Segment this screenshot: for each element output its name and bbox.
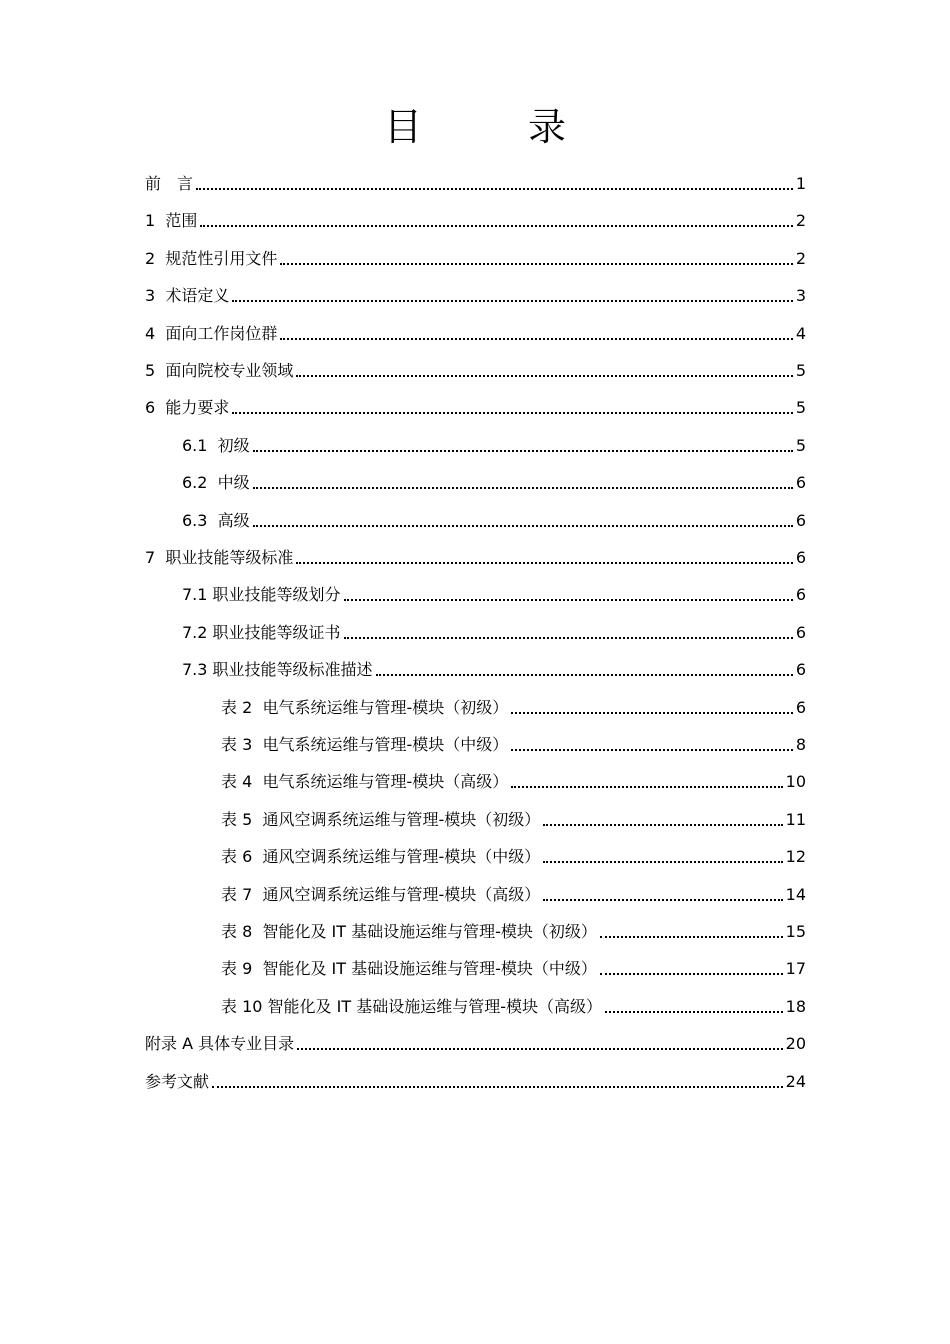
toc-entry[interactable]	[182, 652, 806, 686]
dot-leader	[543, 899, 782, 901]
toc-entry-label: 5 面向院校专业领域	[145, 361, 294, 380]
dot-leader	[296, 375, 792, 377]
dot-leader	[511, 786, 782, 788]
toc-entry[interactable]	[221, 802, 806, 836]
dot-leader	[280, 263, 792, 265]
toc-entry[interactable]	[221, 989, 806, 1023]
toc-entry[interactable]	[182, 428, 806, 462]
dot-leader	[344, 637, 793, 639]
toc-entry[interactable]	[145, 1064, 806, 1098]
toc-entry-page-number: 2	[795, 211, 806, 231]
toc-entry-label: 6 能力要求	[145, 398, 230, 418]
toc-entry-label: 表 9 智能化及 IT 基础设施运维与管理-模块（中级）	[221, 959, 597, 979]
dot-leader	[196, 188, 793, 190]
toc-entry-label: 表 8 智能化及 IT 基础设施运维与管理-模块（初级）	[221, 922, 597, 941]
toc-entry[interactable]	[182, 465, 806, 499]
dot-leader	[600, 936, 783, 938]
toc-entry[interactable]	[182, 503, 806, 537]
toc-entry-page-number: 24	[785, 1071, 806, 1091]
toc-entry-label: 前 言	[145, 174, 194, 193]
toc-entry-page-number: 6	[795, 510, 806, 530]
toc-entry-label: 6.3 高级	[182, 510, 250, 530]
toc-entry[interactable]	[145, 203, 806, 237]
toc-entry-page-number: 14	[785, 884, 806, 904]
toc-entry-page-number: 4	[795, 323, 806, 343]
toc-entry-page-number: 5	[795, 361, 806, 380]
dot-leader	[253, 525, 793, 527]
toc-entry-label: 表 6 通风空调系统运维与管理-模块（中级）	[221, 847, 541, 867]
dot-leader	[376, 674, 793, 676]
toc-entry[interactable]	[221, 951, 806, 985]
toc-entry-page-number: 6	[795, 473, 806, 493]
toc-entry-page-number: 11	[785, 809, 806, 829]
toc-entry-label: 7.1 职业技能等级划分	[182, 585, 341, 605]
toc-entry[interactable]	[145, 278, 806, 312]
dot-leader	[296, 562, 792, 564]
dot-leader	[543, 824, 782, 826]
dot-leader	[511, 712, 793, 714]
dot-leader	[232, 300, 792, 302]
dot-leader	[253, 450, 793, 452]
toc-entry-label: 表 5 通风空调系统运维与管理-模块（初级）	[221, 809, 541, 829]
toc-entry[interactable]	[145, 353, 806, 387]
dot-leader	[600, 973, 783, 975]
toc-entry-page-number: 15	[785, 922, 806, 941]
dot-leader	[543, 861, 782, 863]
toc-entry-page-number: 12	[785, 847, 806, 867]
dot-leader	[200, 225, 792, 227]
dot-leader	[253, 487, 793, 489]
toc-entry-label: 表 3 电气系统运维与管理-模块（中级）	[221, 735, 509, 754]
toc-entry-page-number: 2	[795, 248, 806, 268]
toc-entry[interactable]	[145, 1026, 806, 1060]
toc-entry-label: 6.1 初级	[182, 435, 250, 455]
toc-entry-label: 7.3 职业技能等级标准描述	[182, 660, 373, 680]
dot-leader	[212, 1086, 783, 1088]
toc-entry-page-number: 8	[795, 735, 806, 754]
toc-entry[interactable]	[221, 764, 806, 798]
toc-entry-page-number: 3	[795, 286, 806, 306]
toc-entry-page-number: 20	[785, 1034, 806, 1054]
toc-entry-label: 1 范围	[145, 211, 198, 231]
toc-entry[interactable]	[145, 241, 806, 275]
toc-entry-page-number: 6	[795, 697, 806, 717]
toc-entry-label: 7 职业技能等级标准	[145, 548, 294, 567]
toc-entry-page-number: 17	[785, 959, 806, 979]
dot-leader	[280, 338, 792, 340]
toc-entry[interactable]	[221, 690, 806, 724]
dot-leader	[344, 599, 793, 601]
toc-entry[interactable]	[145, 166, 806, 200]
toc-entry-page-number: 5	[795, 435, 806, 455]
toc-entry[interactable]	[182, 577, 806, 611]
toc-entry-label: 3 术语定义	[145, 286, 230, 306]
toc-entry-label: 参考文献	[145, 1071, 210, 1091]
toc-entry-page-number: 5	[795, 398, 806, 418]
toc-entry-label: 7.2 职业技能等级证书	[182, 622, 341, 642]
toc-entry-label: 表 4 电气系统运维与管理-模块（高级）	[221, 772, 509, 792]
toc-entry-label: 4 面向工作岗位群	[145, 323, 278, 343]
toc-entry[interactable]	[221, 727, 806, 761]
toc-entry-page-number: 6	[795, 622, 806, 642]
toc-entry-page-number: 6	[795, 660, 806, 680]
toc-entry-label: 6.2 中级	[182, 473, 250, 493]
toc-entry[interactable]	[221, 877, 806, 911]
toc-entry[interactable]	[221, 839, 806, 873]
toc-entry-label: 表 2 电气系统运维与管理-模块（初级）	[221, 697, 509, 717]
toc-entry-label: 表 10 智能化及 IT 基础设施运维与管理-模块（高级）	[221, 996, 602, 1016]
toc-entry[interactable]	[145, 540, 806, 574]
toc-entry-page-number: 6	[795, 548, 806, 567]
toc-entry[interactable]	[145, 316, 806, 350]
toc-entry[interactable]	[145, 390, 806, 424]
toc-entry-label: 2 规范性引用文件	[145, 248, 278, 268]
toc-entry-page-number: 18	[785, 996, 806, 1016]
page-title: 目 录	[383, 105, 600, 149]
toc-entry-label: 附录 A 具体专业目录	[145, 1034, 295, 1054]
dot-leader	[605, 1011, 783, 1013]
toc-entry-page-number: 10	[785, 772, 806, 792]
toc-entry-label: 表 7 通风空调系统运维与管理-模块（高级）	[221, 884, 541, 904]
dot-leader	[232, 412, 792, 414]
toc-entry[interactable]	[221, 914, 806, 948]
dot-leader	[511, 749, 793, 751]
toc-entry[interactable]	[182, 615, 806, 649]
toc-entry-page-number: 6	[795, 585, 806, 605]
toc-entry-page-number: 1	[795, 174, 806, 193]
dot-leader	[297, 1048, 783, 1050]
